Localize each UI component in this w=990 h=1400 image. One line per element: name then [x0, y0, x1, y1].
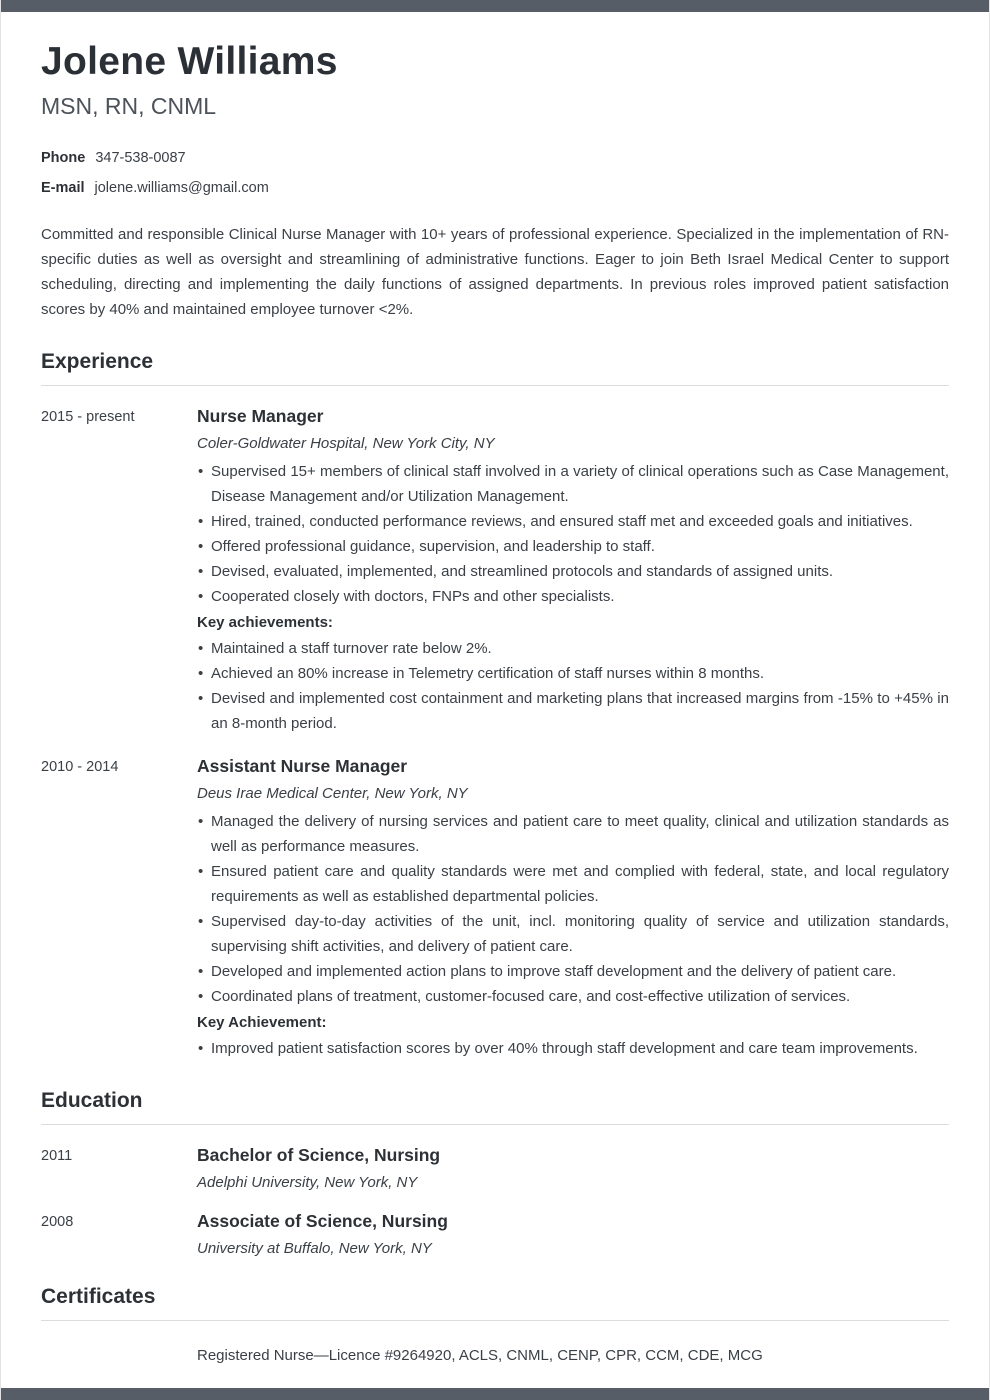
entry-dates: 2011 — [41, 1148, 73, 1164]
bullet-item: • Coordinated plans of treatment, customer-focused care, and cost-effective utilization of services. — [197, 984, 949, 1009]
resume-content — [1, 0, 989, 1368]
bullet-item: • Cooperated closely with doctors, FNPs and other specialists. — [197, 584, 949, 609]
candidate-name: Jolene Williams — [41, 40, 338, 83]
entry-body — [197, 1211, 949, 1257]
email-label: E-mail — [41, 180, 85, 196]
experience-entry — [41, 406, 949, 736]
entry-body — [197, 756, 949, 1061]
email-row — [41, 180, 949, 196]
school-name: University at Buffalo, New York, NY — [197, 1240, 432, 1257]
key-bullet-item: • Improved patient satisfaction scores by over 40% through staff development and care team improvements. — [197, 1036, 949, 1061]
entry-role: Nurse Manager — [197, 406, 324, 426]
entry-dates: 2008 — [41, 1214, 74, 1230]
certificates-entry — [41, 1341, 949, 1368]
key-bullet-item: • Devised and implemented cost containment and marketing plans that increased margins from -15% to +45% in an 8-month period. — [197, 686, 949, 736]
education-heading: Education — [41, 1089, 949, 1125]
certificates-text: Registered Nurse—Licence #9264920, ACLS, CNML, CENP, CPR, CCM, CDE, MCG — [197, 1347, 763, 1364]
bullet-list — [197, 459, 949, 609]
education-entry — [41, 1211, 949, 1257]
degree-title: Bachelor of Science, Nursing — [197, 1145, 441, 1165]
key-bullet-list — [197, 1036, 949, 1061]
entry-body — [197, 1145, 949, 1191]
experience-heading: Experience — [41, 350, 949, 386]
entry-dates: 2015 - present — [41, 409, 135, 425]
contact-block — [41, 150, 949, 196]
entry-dates: 2010 - 2014 — [41, 759, 119, 775]
entry-body — [197, 1341, 949, 1368]
top-accent-bar — [1, 0, 989, 12]
section-education — [41, 1089, 949, 1257]
experience-entry — [41, 756, 949, 1061]
entry-body — [197, 406, 949, 736]
bullet-list — [197, 809, 949, 1009]
phone-value: 347-538-0087 — [95, 150, 186, 166]
certificates-heading: Certificates — [41, 1285, 949, 1321]
email-value: jolene.williams@gmail.com — [94, 180, 269, 196]
bullet-item: • Supervised day-to-day activities of the unit, incl. monitoring quality of service and utilization standards, supervising shift activities, and delivery of patient care. — [197, 909, 949, 959]
education-entry — [41, 1145, 949, 1191]
bullet-item: • Devised, evaluated, implemented, and streamlined protocols and standards of assigned units. — [197, 559, 949, 584]
phone-row — [41, 150, 949, 166]
degree-title: Associate of Science, Nursing — [197, 1211, 448, 1231]
section-certificates — [41, 1285, 949, 1368]
bullet-item: • Ensured patient care and quality standards were met and complied with federal, state, and local regulatory requirements as well as established departmental policies. — [197, 859, 949, 909]
bullet-item: • Hired, trained, conducted performance reviews, and ensured staff met and exceeded goals and initiatives. — [197, 509, 949, 534]
key-bullet-item: • Achieved an 80% increase in Telemetry certification of staff nurses within 8 months. — [197, 661, 949, 686]
key-achievements-label: Key Achievement: — [197, 1014, 327, 1031]
section-experience — [41, 350, 949, 1061]
phone-label: Phone — [41, 150, 86, 166]
candidate-credentials: MSN, RN, CNML — [41, 93, 217, 119]
key-achievements-label: Key achievements: — [197, 614, 333, 631]
bottom-accent-bar — [1, 1388, 989, 1400]
key-bullet-list — [197, 636, 949, 736]
entry-organization: Deus Irae Medical Center, New York, NY — [197, 785, 468, 802]
entry-role: Assistant Nurse Manager — [197, 756, 408, 776]
entry-organization: Coler-Goldwater Hospital, New York City, NY — [197, 435, 495, 452]
key-bullet-item: • Maintained a staff turnover rate below 2%. — [197, 636, 949, 661]
bullet-item: • Developed and implemented action plans to improve staff development and the delivery of patient care. — [197, 959, 949, 984]
entry-dates-empty — [41, 1341, 197, 1368]
bullet-item: • Offered professional guidance, supervision, and leadership to staff. — [197, 534, 949, 559]
bullet-item: • Supervised 15+ members of clinical staff involved in a variety of clinical operations such as Case Management, Disease Management and/or Utilization Management. — [197, 459, 949, 509]
bullet-item: • Managed the delivery of nursing services and patient care to meet quality, clinical and utilization standards as well as performance measures. — [197, 809, 949, 859]
summary-text: Committed and responsible Clinical Nurse Manager with 10+ years of professional experience. Specialized in the implementation of RN-specific duties as well as oversight and streamlining of administrative functions. Eager to join Beth Israel Medical Center to support scheduling, directing and implementing the daily functions of assigned departments. In previous roles improved patient satisfaction scores by 40% and maintained employee turnover <2%. — [41, 226, 949, 318]
school-name: Adelphi University, New York, NY — [197, 1174, 418, 1191]
